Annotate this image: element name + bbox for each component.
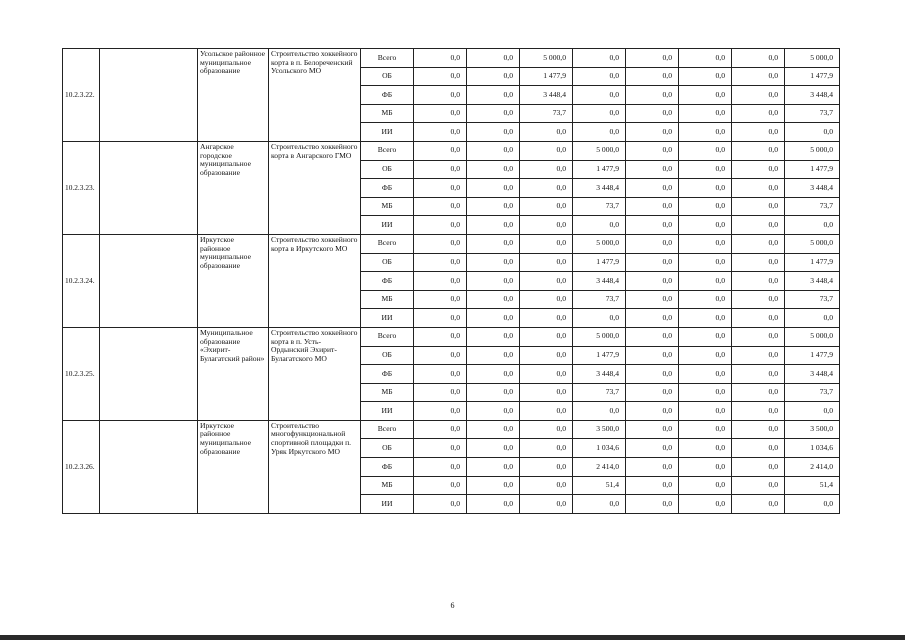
amount-cell: 2 414,0 [573,458,626,477]
amount-cell: 1 034,6 [785,439,840,458]
amount-cell: 0,0 [573,123,626,142]
amount-cell: 0,0 [626,458,679,477]
funding-source: МБ [361,383,414,402]
activity-description: Строительство хоккейного корта в п. Белореченский Усольского МО [269,49,361,142]
blank-cell [100,49,198,142]
amount-cell: 0,0 [414,160,467,179]
funding-source: ИИ [361,309,414,328]
amount-cell: 5 000,0 [785,234,840,253]
municipality-name: Иркутское районное муниципальное образование [198,420,269,513]
amount-cell: 0,0 [414,179,467,198]
amount-cell: 0,0 [573,49,626,68]
amount-cell: 5 000,0 [573,141,626,160]
amount-cell: 0,0 [732,67,785,86]
funding-source: ФБ [361,365,414,384]
amount-cell: 0,0 [626,309,679,328]
amount-cell: 0,0 [414,197,467,216]
amount-cell: 0,0 [732,104,785,123]
amount-cell: 0,0 [626,402,679,421]
amount-cell: 0,0 [520,420,573,439]
amount-cell: 0,0 [414,346,467,365]
amount-cell: 0,0 [626,216,679,235]
amount-cell: 0,0 [626,420,679,439]
item-code: 10.2.3.23. [63,141,100,234]
amount-cell: 0,0 [414,383,467,402]
amount-cell: 0,0 [414,67,467,86]
amount-cell: 0,0 [467,160,520,179]
amount-cell: 0,0 [467,458,520,477]
item-code: 10.2.3.22. [63,49,100,142]
funding-source: МБ [361,476,414,495]
amount-cell: 51,4 [573,476,626,495]
amount-cell: 0,0 [732,123,785,142]
amount-cell: 73,7 [573,197,626,216]
funding-source: Всего [361,327,414,346]
amount-cell: 0,0 [785,495,840,514]
funding-source: ИИ [361,495,414,514]
item-code: 10.2.3.26. [63,420,100,513]
amount-cell: 3 448,4 [573,179,626,198]
amount-cell: 0,0 [679,234,732,253]
funding-source: ОБ [361,346,414,365]
amount-cell: 3 448,4 [785,86,840,105]
amount-cell: 0,0 [679,458,732,477]
amount-cell: 0,0 [520,123,573,142]
amount-cell: 0,0 [626,346,679,365]
amount-cell: 0,0 [679,327,732,346]
amount-cell: 0,0 [679,420,732,439]
amount-cell: 0,0 [626,123,679,142]
amount-cell: 0,0 [414,439,467,458]
amount-cell: 0,0 [467,179,520,198]
amount-cell: 0,0 [626,476,679,495]
amount-cell: 0,0 [679,253,732,272]
funding-source: ОБ [361,439,414,458]
funding-source: Всего [361,234,414,253]
amount-cell: 0,0 [732,439,785,458]
amount-cell: 0,0 [520,290,573,309]
amount-cell: 0,0 [520,327,573,346]
funding-source: ИИ [361,402,414,421]
amount-cell: 0,0 [467,309,520,328]
amount-cell: 0,0 [626,327,679,346]
amount-cell: 0,0 [732,327,785,346]
amount-cell: 73,7 [520,104,573,123]
amount-cell: 0,0 [467,123,520,142]
amount-cell: 0,0 [467,86,520,105]
amount-cell: 0,0 [732,86,785,105]
amount-cell: 0,0 [414,327,467,346]
funding-source: ФБ [361,86,414,105]
amount-cell: 1 477,9 [785,160,840,179]
amount-cell: 0,0 [520,365,573,384]
amount-cell: 0,0 [679,197,732,216]
amount-cell: 0,0 [520,216,573,235]
amount-cell: 0,0 [573,402,626,421]
funding-source: МБ [361,290,414,309]
amount-cell: 0,0 [414,104,467,123]
amount-cell: 0,0 [520,234,573,253]
table-row [63,327,840,346]
amount-cell: 5 000,0 [573,327,626,346]
amount-cell: 0,0 [785,216,840,235]
table-row [63,141,840,160]
funding-source: ФБ [361,272,414,291]
funding-source: Всего [361,141,414,160]
amount-cell: 73,7 [573,290,626,309]
amount-cell: 0,0 [414,216,467,235]
amount-cell: 3 448,4 [520,86,573,105]
amount-cell: 0,0 [414,253,467,272]
amount-cell: 0,0 [732,309,785,328]
activity-description: Строительство многофункциональной спортивной площадки п. Уряк Иркутского МО [269,420,361,513]
amount-cell: 0,0 [520,272,573,291]
table-row [63,234,840,253]
amount-cell: 5 000,0 [785,141,840,160]
amount-cell: 0,0 [732,476,785,495]
activity-description: Строительство хоккейного корта в Ангарского ГМО [269,141,361,234]
municipality-name: Иркутское районное муниципальное образование [198,234,269,327]
amount-cell: 0,0 [414,458,467,477]
amount-cell: 0,0 [732,495,785,514]
amount-cell: 0,0 [732,402,785,421]
amount-cell: 0,0 [414,290,467,309]
amount-cell: 0,0 [626,179,679,198]
amount-cell: 3 500,0 [573,420,626,439]
amount-cell: 0,0 [414,476,467,495]
amount-cell: 5 000,0 [573,234,626,253]
amount-cell: 0,0 [626,234,679,253]
amount-cell: 0,0 [573,216,626,235]
amount-cell: 0,0 [467,104,520,123]
amount-cell: 0,0 [626,290,679,309]
amount-cell: 73,7 [785,290,840,309]
amount-cell: 0,0 [626,160,679,179]
amount-cell: 0,0 [626,383,679,402]
amount-cell: 0,0 [414,365,467,384]
amount-cell: 0,0 [626,141,679,160]
amount-cell: 0,0 [732,458,785,477]
funding-source: Всего [361,420,414,439]
blank-cell [100,234,198,327]
amount-cell: 0,0 [679,309,732,328]
amount-cell: 0,0 [626,49,679,68]
amount-cell: 0,0 [679,365,732,384]
amount-cell: 3 448,4 [573,365,626,384]
amount-cell: 0,0 [414,495,467,514]
amount-cell: 0,0 [679,104,732,123]
municipality-name: Усольское районное муниципальное образование [198,49,269,142]
activity-description: Строительство хоккейного корта в п. Усть-Ордынский Эхирит-Булагатского МО [269,327,361,420]
amount-cell: 0,0 [679,495,732,514]
amount-cell: 1 477,9 [573,346,626,365]
amount-cell: 0,0 [679,67,732,86]
amount-cell: 0,0 [467,49,520,68]
amount-cell: 0,0 [467,420,520,439]
amount-cell: 0,0 [467,67,520,86]
amount-cell: 2 414,0 [785,458,840,477]
amount-cell: 0,0 [573,86,626,105]
page-number: 6 [450,601,455,610]
amount-cell: 73,7 [573,383,626,402]
amount-cell: 0,0 [520,383,573,402]
scan-edge [0,635,905,640]
amount-cell: 0,0 [467,197,520,216]
amount-cell: 0,0 [520,309,573,328]
amount-cell: 0,0 [626,104,679,123]
amount-cell: 0,0 [732,346,785,365]
amount-cell: 0,0 [467,253,520,272]
table-row [63,49,840,68]
blank-cell [100,327,198,420]
amount-cell: 0,0 [732,49,785,68]
amount-cell: 0,0 [467,402,520,421]
amount-cell: 1 477,9 [573,160,626,179]
table-row [63,420,840,439]
amount-cell: 5 000,0 [785,49,840,68]
amount-cell: 0,0 [520,141,573,160]
amount-cell: 0,0 [467,365,520,384]
amount-cell: 0,0 [467,346,520,365]
amount-cell: 0,0 [626,439,679,458]
blank-cell [100,141,198,234]
municipality-name: Ангарское городское муниципальное образование [198,141,269,234]
amount-cell: 1 477,9 [785,346,840,365]
amount-cell: 0,0 [785,402,840,421]
amount-cell: 0,0 [679,439,732,458]
amount-cell: 0,0 [467,234,520,253]
amount-cell: 0,0 [732,197,785,216]
amount-cell: 0,0 [679,476,732,495]
amount-cell: 0,0 [414,141,467,160]
amount-cell: 3 448,4 [573,272,626,291]
amount-cell: 0,0 [414,86,467,105]
amount-cell: 0,0 [732,253,785,272]
amount-cell: 0,0 [785,123,840,142]
funding-source: ОБ [361,67,414,86]
amount-cell: 0,0 [520,346,573,365]
funding-source: ИИ [361,123,414,142]
amount-cell: 1 477,9 [520,67,573,86]
amount-cell: 0,0 [732,420,785,439]
amount-cell: 0,0 [573,67,626,86]
funding-source: ФБ [361,179,414,198]
amount-cell: 0,0 [467,439,520,458]
activity-description: Строительство хоккейного корта в Иркутского МО [269,234,361,327]
amount-cell: 0,0 [679,86,732,105]
amount-cell: 1 477,9 [785,253,840,272]
funding-source: МБ [361,104,414,123]
amount-cell: 0,0 [414,402,467,421]
amount-cell: 0,0 [732,383,785,402]
amount-cell: 0,0 [520,253,573,272]
amount-cell: 0,0 [626,67,679,86]
amount-cell: 0,0 [732,272,785,291]
blank-cell [100,420,198,513]
amount-cell: 0,0 [732,290,785,309]
amount-cell: 3 448,4 [785,179,840,198]
amount-cell: 5 000,0 [520,49,573,68]
amount-cell: 0,0 [467,495,520,514]
item-code: 10.2.3.25. [63,327,100,420]
amount-cell: 0,0 [626,197,679,216]
amount-cell: 0,0 [414,234,467,253]
amount-cell: 0,0 [520,458,573,477]
amount-cell: 0,0 [732,216,785,235]
amount-cell: 0,0 [679,49,732,68]
amount-cell: 0,0 [679,216,732,235]
amount-cell: 3 448,4 [785,272,840,291]
amount-cell: 0,0 [732,141,785,160]
amount-cell: 0,0 [467,327,520,346]
amount-cell: 0,0 [732,234,785,253]
amount-cell: 0,0 [414,272,467,291]
amount-cell: 0,0 [414,309,467,328]
funding-source: МБ [361,197,414,216]
amount-cell: 73,7 [785,383,840,402]
amount-cell: 0,0 [679,346,732,365]
amount-cell: 0,0 [679,141,732,160]
amount-cell: 0,0 [679,179,732,198]
amount-cell: 0,0 [520,402,573,421]
amount-cell: 3 500,0 [785,420,840,439]
funding-source: ОБ [361,253,414,272]
amount-cell: 0,0 [626,253,679,272]
amount-cell: 0,0 [732,160,785,179]
amount-cell: 0,0 [414,123,467,142]
funding-source: ИИ [361,216,414,235]
amount-cell: 1 034,6 [573,439,626,458]
amount-cell: 51,4 [785,476,840,495]
amount-cell: 0,0 [679,402,732,421]
amount-cell: 3 448,4 [785,365,840,384]
funding-source: ФБ [361,458,414,477]
amount-cell: 0,0 [467,476,520,495]
amount-cell: 0,0 [626,495,679,514]
amount-cell: 0,0 [467,216,520,235]
amount-cell: 0,0 [467,272,520,291]
amount-cell: 0,0 [467,290,520,309]
amount-cell: 0,0 [732,179,785,198]
amount-cell: 5 000,0 [785,327,840,346]
amount-cell: 1 477,9 [573,253,626,272]
amount-cell: 0,0 [520,179,573,198]
amount-cell: 0,0 [467,141,520,160]
amount-cell: 0,0 [573,104,626,123]
funding-source: Всего [361,49,414,68]
amount-cell: 0,0 [520,439,573,458]
amount-cell: 0,0 [626,365,679,384]
amount-cell: 0,0 [679,383,732,402]
amount-cell: 0,0 [467,383,520,402]
amount-cell: 0,0 [785,309,840,328]
amount-cell: 0,0 [573,495,626,514]
amount-cell: 0,0 [573,309,626,328]
amount-cell: 1 477,9 [785,67,840,86]
amount-cell: 0,0 [732,365,785,384]
amount-cell: 0,0 [679,272,732,291]
amount-cell: 0,0 [520,495,573,514]
amount-cell: 0,0 [679,123,732,142]
municipality-name: Муниципальное образование «Эхирит-Булагатский район» [198,327,269,420]
amount-cell: 73,7 [785,104,840,123]
amount-cell: 0,0 [626,272,679,291]
amount-cell: 0,0 [520,160,573,179]
item-code: 10.2.3.24. [63,234,100,327]
amount-cell: 0,0 [520,476,573,495]
amount-cell: 0,0 [679,290,732,309]
amount-cell: 0,0 [626,86,679,105]
amount-cell: 0,0 [414,49,467,68]
amount-cell: 73,7 [785,197,840,216]
funding-source: ОБ [361,160,414,179]
budget-table [62,48,840,514]
amount-cell: 0,0 [520,197,573,216]
amount-cell: 0,0 [679,160,732,179]
amount-cell: 0,0 [414,420,467,439]
